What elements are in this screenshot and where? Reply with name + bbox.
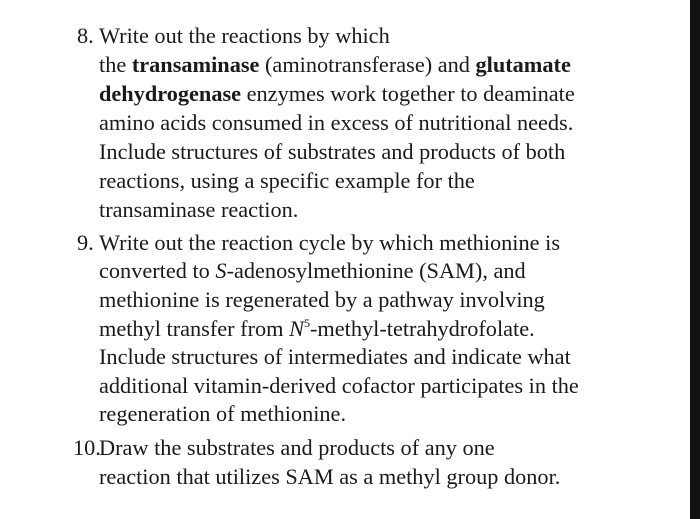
question-line — [99, 400, 346, 428]
text-run: the — [99, 52, 132, 77]
text-run: enzymes work together to deaminate — [241, 81, 575, 106]
text-run: additional vitamin-derived cofactor participates in the — [99, 373, 579, 398]
italic-term: N — [289, 316, 304, 341]
text-run: transaminase reaction. — [99, 197, 299, 222]
question-line — [99, 167, 475, 195]
right-edge-bar — [690, 0, 700, 519]
question-line — [99, 343, 571, 371]
question-number: 9. — [77, 230, 94, 255]
question-line — [99, 257, 526, 285]
question-line — [99, 463, 560, 491]
text-run: Write out the reactions by which — [99, 23, 390, 48]
text-run: Draw the substrates and products of any one — [99, 435, 495, 460]
superscript: 5 — [303, 316, 310, 330]
text-run: reaction that utilizes SAM as a methyl group donor. — [99, 464, 561, 489]
question-line — [99, 286, 545, 314]
question-line — [99, 196, 298, 224]
text-run: -methyl-tetrahydrofolate. — [309, 316, 535, 341]
bold-term: transaminase — [131, 52, 260, 77]
question-line — [99, 51, 571, 79]
text-run: methyl transfer from — [99, 316, 290, 341]
text-run: Include structures of substrates and products of both — [99, 139, 566, 164]
text-run: regeneration of methionine. — [99, 401, 347, 426]
text-run: -adenosylmethionine (SAM), and — [226, 258, 526, 283]
question-line — [99, 372, 579, 400]
question-line — [99, 109, 573, 137]
bold-term: dehydrogenase — [99, 81, 242, 106]
italic-term: S — [215, 258, 227, 283]
question-number: 8. — [77, 23, 94, 48]
text-run: Write out the reaction cycle by which methionine is — [99, 230, 560, 255]
text-run: amino acids consumed in excess of nutritional needs. — [99, 110, 574, 135]
question-line — [99, 80, 575, 108]
bold-term: glutamate — [475, 52, 571, 77]
text-run: Include structures of intermediates and indicate what — [99, 344, 571, 369]
text-run: (aminotransferase) and — [259, 52, 476, 77]
text-run: methionine is regenerated by a pathway involving — [99, 287, 545, 312]
question-line — [99, 434, 495, 462]
question-line — [99, 315, 535, 343]
text-run: converted to — [99, 258, 216, 283]
question-line — [99, 138, 565, 166]
question-line — [99, 229, 560, 257]
question-number: 10. — [73, 435, 101, 460]
question-line — [99, 22, 390, 50]
text-run: reactions, using a specific example for the — [99, 168, 475, 193]
